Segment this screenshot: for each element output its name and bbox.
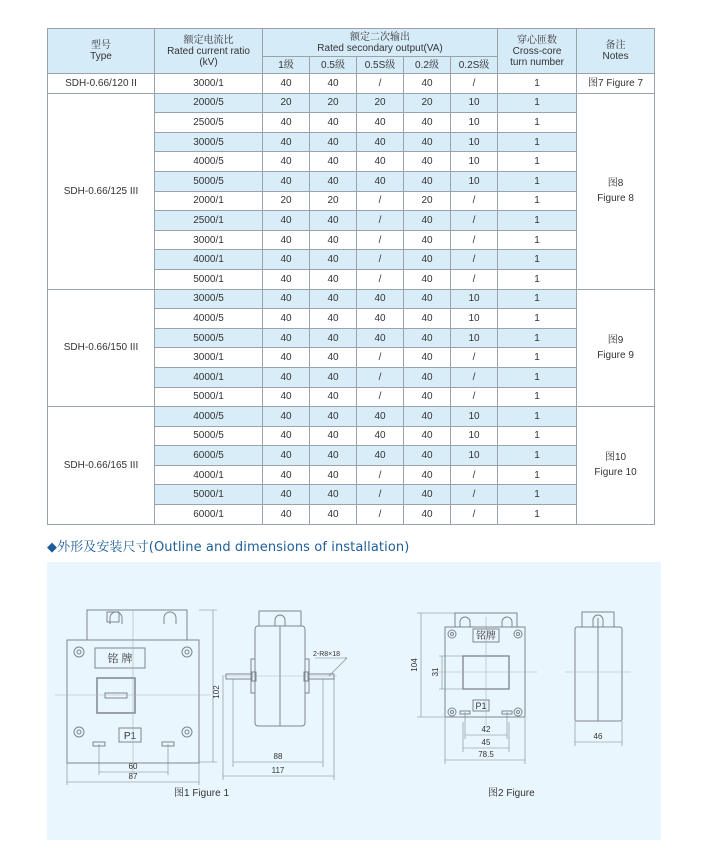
fig1-dim-side-outer: 117: [271, 766, 285, 775]
class-05s-cell: /: [357, 387, 404, 407]
class-05-cell: 40: [310, 505, 357, 525]
ratio-cell: 3000/1: [155, 74, 263, 94]
class-05s-cell: 40: [357, 446, 404, 466]
class-02s-cell: /: [451, 74, 498, 94]
class-02-cell: 20: [404, 93, 451, 113]
type-cell: SDH-0.66/165 III: [48, 407, 155, 525]
class-1-cell: 40: [263, 505, 310, 525]
notes-cell: [577, 407, 655, 525]
fig2-dim-height: 104: [410, 658, 419, 672]
class-05-cell: 40: [310, 446, 357, 466]
class-02-cell: 40: [404, 132, 451, 152]
class-05s-cell: /: [357, 367, 404, 387]
turns-cell: 1: [498, 309, 577, 329]
class-05s-cell: /: [357, 465, 404, 485]
class-05s-cell: 40: [357, 289, 404, 309]
turns-cell: 1: [498, 211, 577, 231]
notes-cn: 图7 Figure 7: [588, 77, 644, 89]
fig1-dim-height: 102: [212, 685, 221, 699]
class-02s-cell: 10: [451, 171, 498, 191]
fig2-nameplate-label: 铭牌: [476, 631, 496, 642]
class-05s-cell: /: [357, 485, 404, 505]
class-05-cell: 40: [310, 113, 357, 133]
turns-cell: 1: [498, 74, 577, 94]
class-02s-cell: /: [451, 505, 498, 525]
ratio-cell: 5000/1: [155, 387, 263, 407]
header-type-cn: 型号: [91, 40, 111, 51]
turns-cell: 1: [498, 328, 577, 348]
class-02-cell: 40: [404, 74, 451, 94]
class-05s-cell: /: [357, 348, 404, 368]
class-02s-cell: 10: [451, 407, 498, 427]
class-1-cell: 40: [263, 132, 310, 152]
class-02s-cell: /: [451, 269, 498, 289]
ratio-cell: 2000/5: [155, 93, 263, 113]
turns-cell: 1: [498, 407, 577, 427]
class-05-cell: 40: [310, 309, 357, 329]
header-ratio: [155, 29, 263, 74]
turns-cell: 1: [498, 505, 577, 525]
class-05-cell: 40: [310, 348, 357, 368]
header-class-05: 0.5级: [310, 57, 357, 74]
class-05s-cell: 40: [357, 152, 404, 172]
ratio-cell: 5000/5: [155, 426, 263, 446]
class-05s-cell: /: [357, 505, 404, 525]
class-1-cell: 40: [263, 328, 310, 348]
class-02-cell: 40: [404, 367, 451, 387]
spec-table-body: [48, 74, 655, 525]
class-02-cell: 40: [404, 465, 451, 485]
class-05s-cell: /: [357, 191, 404, 211]
turns-cell: 1: [498, 250, 577, 270]
fig1-dim-side-inner: 88: [273, 752, 283, 761]
notes-cn: 图10: [604, 452, 627, 464]
class-02s-cell: /: [451, 387, 498, 407]
class-05-cell: 40: [310, 407, 357, 427]
class-05-cell: 40: [310, 171, 357, 191]
class-02-cell: 20: [404, 191, 451, 211]
class-05-cell: 40: [310, 211, 357, 231]
class-1-cell: 40: [263, 171, 310, 191]
type-cell: SDH-0.66/125 III: [48, 93, 155, 289]
section-title: ◆外形及安装尺寸(Outline and dimensions of installation): [47, 540, 410, 555]
class-05s-cell: /: [357, 250, 404, 270]
notes-en: Figure 8: [597, 193, 634, 205]
class-1-cell: 20: [263, 191, 310, 211]
class-05-cell: 40: [310, 289, 357, 309]
class-05s-cell: /: [357, 211, 404, 231]
type-cell: SDH-0.66/150 III: [48, 289, 155, 407]
header-notes-en: Notes: [602, 51, 629, 62]
notes-cn: 图8: [607, 178, 624, 190]
class-02-cell: 40: [404, 152, 451, 172]
class-02-cell: 40: [404, 269, 451, 289]
fig2-caption: 图2 Figure: [488, 788, 535, 799]
turns-cell: 1: [498, 269, 577, 289]
ratio-cell: 4000/1: [155, 465, 263, 485]
class-02s-cell: 10: [451, 132, 498, 152]
class-02-cell: 40: [404, 230, 451, 250]
class-05s-cell: 40: [357, 309, 404, 329]
class-02s-cell: 10: [451, 328, 498, 348]
class-05-cell: 40: [310, 132, 357, 152]
table-row: [48, 289, 655, 309]
notes-en: Figure 10: [594, 467, 637, 479]
fig1-dim-inner-width: 60: [128, 762, 138, 771]
class-02-cell: 40: [404, 171, 451, 191]
class-05s-cell: /: [357, 74, 404, 94]
class-05s-cell: /: [357, 230, 404, 250]
drawing-panel: [47, 562, 661, 840]
ratio-cell: 3000/1: [155, 348, 263, 368]
fig2-dim-window-outer: 45: [481, 738, 491, 747]
header-class-1: 1级: [263, 57, 310, 74]
class-02s-cell: /: [451, 191, 498, 211]
class-05s-cell: 40: [357, 113, 404, 133]
class-02-cell: 40: [404, 250, 451, 270]
class-05-cell: 40: [310, 367, 357, 387]
ratio-cell: 4000/1: [155, 367, 263, 387]
class-02s-cell: 10: [451, 446, 498, 466]
class-02s-cell: 10: [451, 426, 498, 446]
fig2-dim-side-width: 46: [593, 732, 603, 741]
header-output-cn: 额定二次输出: [350, 31, 411, 43]
turns-cell: 1: [498, 113, 577, 133]
notes-cell: [577, 289, 655, 407]
class-02-cell: 40: [404, 485, 451, 505]
fig1-screw-left-icon: [107, 612, 119, 622]
fig1-nameplate-label: 铭 牌: [107, 653, 133, 665]
ratio-cell: 2500/1: [155, 211, 263, 231]
class-1-cell: 40: [263, 309, 310, 329]
class-02s-cell: 10: [451, 93, 498, 113]
fig1-side-view: [222, 611, 347, 780]
class-05-cell: 20: [310, 191, 357, 211]
header-turns-cn: 穿心匝数: [517, 34, 558, 46]
class-1-cell: 40: [263, 465, 310, 485]
class-02s-cell: 10: [451, 289, 498, 309]
class-02-cell: 40: [404, 407, 451, 427]
header-ratio-unit: (kV): [199, 56, 218, 68]
turns-cell: 1: [498, 426, 577, 446]
fig2-dim-window-height: 31: [431, 667, 440, 677]
ratio-cell: 5000/5: [155, 171, 263, 191]
fig1-caption: 图1 Figure 1: [174, 788, 230, 799]
turns-cell: 1: [498, 367, 577, 387]
header-turns-en2: turn number: [510, 56, 564, 68]
class-1-cell: 40: [263, 387, 310, 407]
fig1-front-view: [55, 610, 221, 785]
ratio-cell: 4000/5: [155, 407, 263, 427]
class-1-cell: 20: [263, 93, 310, 113]
class-1-cell: 40: [263, 426, 310, 446]
notes-cn: 图9: [607, 334, 624, 346]
spec-table: [47, 28, 655, 525]
header-notes: [577, 29, 655, 74]
class-05-cell: 40: [310, 485, 357, 505]
turns-cell: 1: [498, 152, 577, 172]
class-05s-cell: /: [357, 269, 404, 289]
class-05s-cell: 40: [357, 328, 404, 348]
ratio-cell: 5000/1: [155, 485, 263, 505]
class-02s-cell: /: [451, 465, 498, 485]
turns-cell: 1: [498, 465, 577, 485]
class-1-cell: 40: [263, 211, 310, 231]
class-02-cell: 40: [404, 328, 451, 348]
class-02-cell: 40: [404, 505, 451, 525]
fig2-terminal-label: P1: [475, 701, 487, 711]
table-row: [48, 93, 655, 113]
turns-cell: 1: [498, 289, 577, 309]
header-type: [48, 29, 155, 74]
class-05-cell: 40: [310, 230, 357, 250]
table-row: [48, 74, 655, 94]
class-02-cell: 40: [404, 211, 451, 231]
ratio-cell: 4000/1: [155, 250, 263, 270]
turns-cell: 1: [498, 446, 577, 466]
class-1-cell: 40: [263, 348, 310, 368]
fig2-side-view: [565, 612, 631, 746]
class-1-cell: 40: [263, 113, 310, 133]
class-05-cell: 40: [310, 426, 357, 446]
fig2-front-view: [410, 613, 537, 764]
class-1-cell: 40: [263, 485, 310, 505]
class-1-cell: 40: [263, 230, 310, 250]
ratio-cell: 2500/5: [155, 113, 263, 133]
class-02-cell: 40: [404, 113, 451, 133]
class-02s-cell: /: [451, 367, 498, 387]
class-1-cell: 40: [263, 250, 310, 270]
class-02-cell: 40: [404, 387, 451, 407]
class-05-cell: 40: [310, 387, 357, 407]
ratio-cell: 5000/1: [155, 269, 263, 289]
class-05-cell: 40: [310, 152, 357, 172]
ratio-cell: 3000/5: [155, 289, 263, 309]
class-05-cell: 20: [310, 93, 357, 113]
turns-cell: 1: [498, 171, 577, 191]
class-02-cell: 40: [404, 289, 451, 309]
header-class-05s: 0.5S级: [357, 57, 404, 74]
turns-cell: 1: [498, 132, 577, 152]
ratio-cell: 5000/5: [155, 328, 263, 348]
class-05-cell: 40: [310, 74, 357, 94]
table-row: [48, 407, 655, 427]
class-02-cell: 40: [404, 446, 451, 466]
ratio-cell: 4000/5: [155, 152, 263, 172]
class-05s-cell: 40: [357, 407, 404, 427]
turns-cell: 1: [498, 230, 577, 250]
turns-cell: 1: [498, 387, 577, 407]
class-02-cell: 40: [404, 309, 451, 329]
turns-cell: 1: [498, 485, 577, 505]
ratio-cell: 2000/1: [155, 191, 263, 211]
class-1-cell: 40: [263, 269, 310, 289]
header-class-02s: 0.2S级: [451, 57, 498, 74]
class-02s-cell: 10: [451, 113, 498, 133]
header-output-en: Rated secondary output(VA): [317, 42, 443, 54]
class-1-cell: 40: [263, 367, 310, 387]
notes-en: Figure 9: [597, 349, 634, 361]
header-type-en: Type: [90, 51, 112, 62]
notes-cell: [577, 93, 655, 289]
class-05-cell: 40: [310, 328, 357, 348]
turns-cell: 1: [498, 191, 577, 211]
class-02s-cell: /: [451, 230, 498, 250]
class-02s-cell: /: [451, 250, 498, 270]
ratio-cell: 6000/5: [155, 446, 263, 466]
ratio-cell: 6000/1: [155, 505, 263, 525]
ratio-cell: 4000/5: [155, 309, 263, 329]
class-02s-cell: /: [451, 348, 498, 368]
fig1-dim-outer-width: 87: [128, 772, 138, 781]
class-05s-cell: 40: [357, 426, 404, 446]
header-ratio-en: Rated current ratio: [167, 45, 250, 57]
class-02-cell: 40: [404, 426, 451, 446]
class-1-cell: 40: [263, 446, 310, 466]
class-02s-cell: 10: [451, 309, 498, 329]
turns-cell: 1: [498, 93, 577, 113]
fig2-dim-outer-width: 78.5: [478, 750, 494, 759]
class-05s-cell: 20: [357, 93, 404, 113]
turns-cell: 1: [498, 348, 577, 368]
class-05-cell: 40: [310, 465, 357, 485]
class-1-cell: 40: [263, 289, 310, 309]
class-1-cell: 40: [263, 74, 310, 94]
fig1-terminal-label: P1: [123, 731, 137, 742]
fig1-dim-slot: 2-R8×18: [313, 651, 341, 658]
ratio-cell: 3000/1: [155, 230, 263, 250]
class-02-cell: 40: [404, 348, 451, 368]
notes-cell: [577, 74, 655, 94]
class-02s-cell: /: [451, 485, 498, 505]
class-05-cell: 40: [310, 269, 357, 289]
header-turns-en1: Cross-core: [512, 45, 562, 57]
ratio-cell: 3000/5: [155, 132, 263, 152]
header-notes-cn: 备注: [605, 40, 626, 51]
class-05-cell: 40: [310, 250, 357, 270]
fig2-dim-window-inner: 42: [481, 725, 491, 734]
class-1-cell: 40: [263, 152, 310, 172]
class-02s-cell: 10: [451, 152, 498, 172]
header-class-02: 0.2级: [404, 57, 451, 74]
header-ratio-cn: 额定电流比: [183, 34, 234, 46]
header-turns: [498, 29, 577, 74]
type-cell: SDH-0.66/120 II: [48, 74, 155, 94]
class-1-cell: 40: [263, 407, 310, 427]
outline-drawings: [47, 562, 661, 840]
class-05s-cell: 40: [357, 171, 404, 191]
header-output: [263, 29, 498, 57]
class-05s-cell: 40: [357, 132, 404, 152]
class-02s-cell: /: [451, 211, 498, 231]
